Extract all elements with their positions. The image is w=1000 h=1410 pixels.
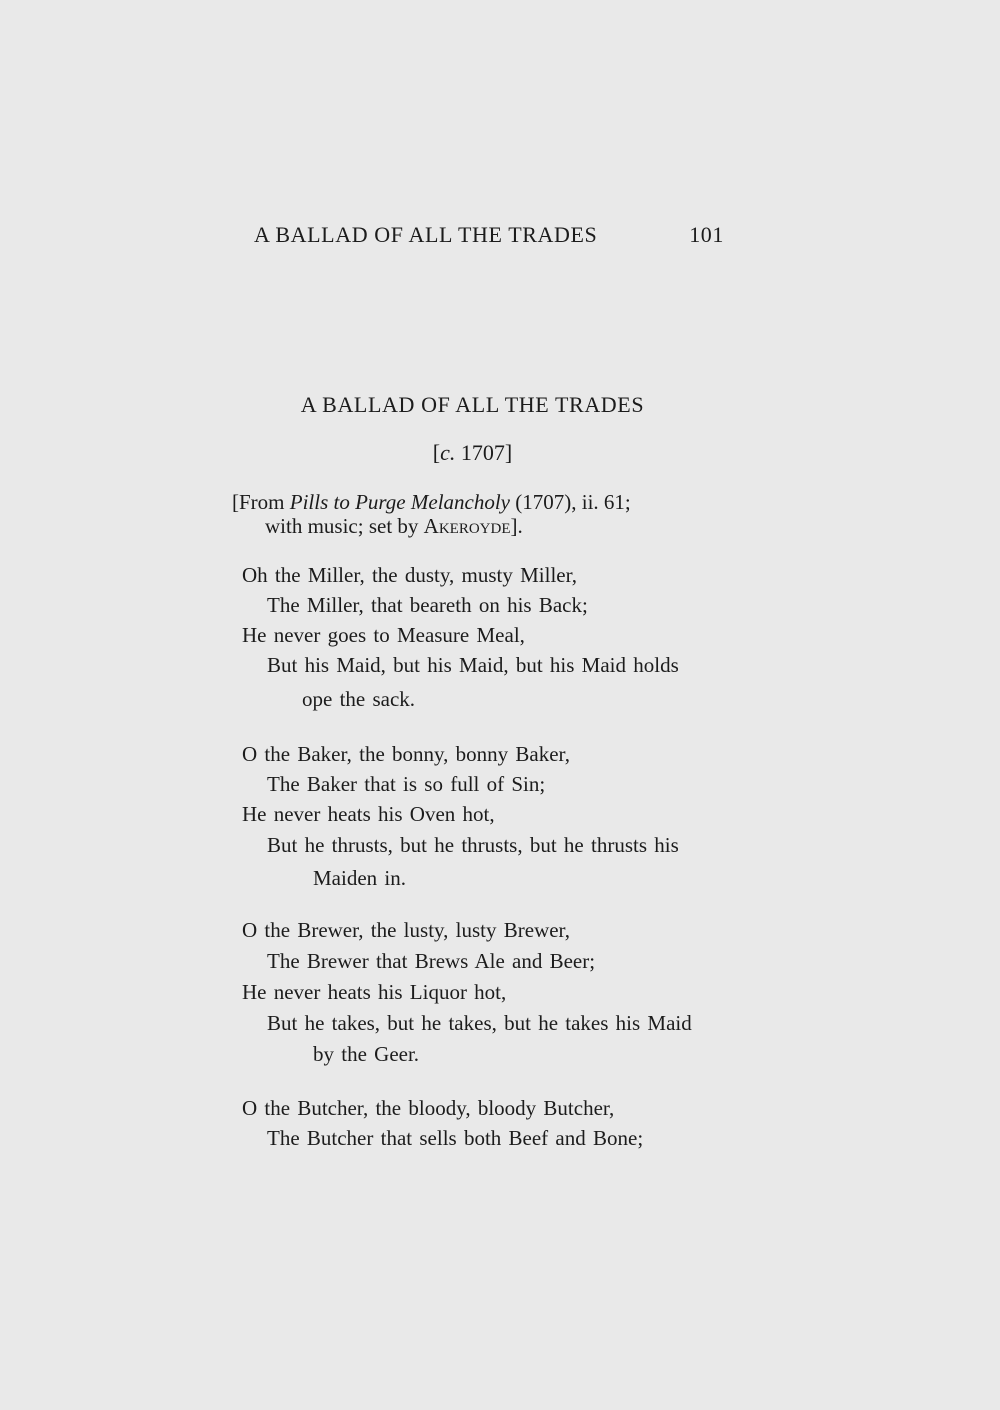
verse-line: He never heats his Oven hot, [242, 802, 495, 826]
source-work-title: Pills to Purge Melancholy [289, 490, 511, 514]
verse-line: The Baker that is so full of Sin; [267, 772, 546, 796]
source-open: [From [232, 490, 290, 514]
source-music-note: with music; set by [265, 514, 424, 538]
verse-line: He never goes to Measure Meal, [242, 623, 525, 647]
verse-line: Maiden in. [313, 866, 406, 890]
source-note-line-1 [232, 490, 732, 514]
date-bracket: [ [432, 440, 441, 465]
poem-title: A BALLAD OF ALL THE TRADES [300, 392, 645, 417]
verse-line: The Brewer that Brews Ale and Beer; [267, 949, 596, 973]
verse-line: ope the sack. [302, 687, 416, 711]
page-number: 101 [689, 222, 724, 247]
verse-line: by the Geer. [313, 1042, 420, 1066]
verse-line: O the Butcher, the bloody, bloody Butcher, [242, 1096, 615, 1120]
source-composer: Akeroyde [423, 514, 511, 538]
running-head [254, 222, 724, 248]
verse-line: O the Brewer, the lusty, lusty Brewer, [242, 918, 570, 942]
verse-line: But his Maid, but his Maid, but his Maid holds [267, 653, 679, 677]
verse-line: O the Baker, the bonny, bonny Baker, [242, 742, 570, 766]
verse-line: The Miller, that beareth on his Back; [267, 593, 588, 617]
verse-line: Oh the Miller, the dusty, musty Miller, [242, 563, 578, 587]
verse-line: But he takes, but he takes, but he takes his Maid [267, 1011, 692, 1035]
verse-line: The Butcher that sells both Beef and Bone; [267, 1126, 644, 1150]
verse-line: But he thrusts, but he thrusts, but he thrusts his [267, 833, 679, 857]
date-circa: c. [440, 440, 456, 465]
verse-line: He never heats his Liquor hot, [242, 980, 507, 1004]
source-close: ]. [510, 514, 523, 538]
source-note-line-2 [265, 514, 765, 538]
source-details: (1707), ii. 61; [510, 490, 631, 514]
date-year: 1707] [460, 440, 513, 465]
poem-date [0, 440, 945, 466]
running-head-title: A BALLAD OF ALL THE TRADES [254, 222, 598, 247]
